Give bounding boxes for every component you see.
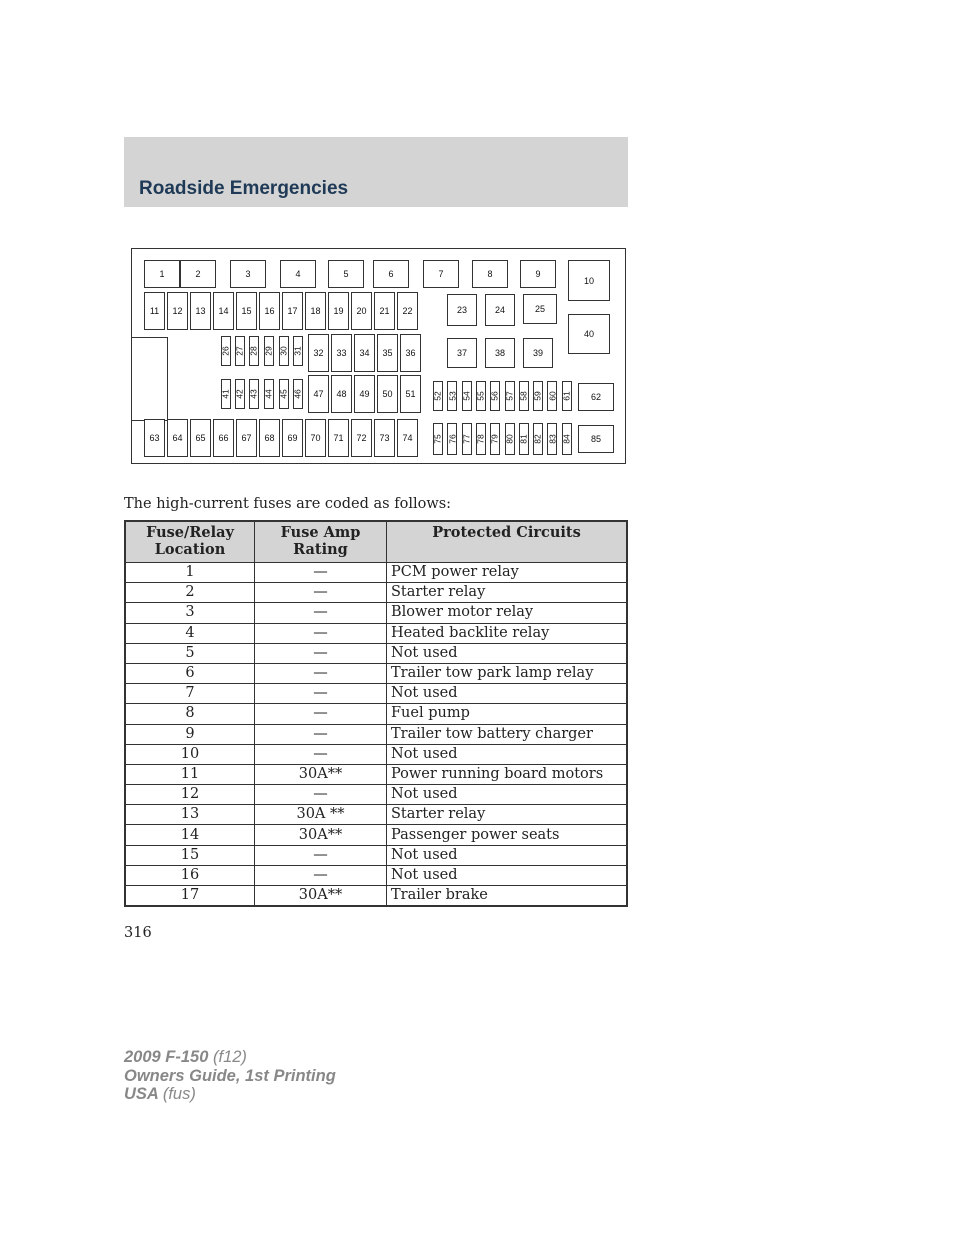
fuse-label: 10 xyxy=(583,275,594,286)
fuse-label: 1 xyxy=(159,269,165,279)
fuse-slot-35 xyxy=(377,334,398,372)
column-header-circuits: Protected Circuits xyxy=(387,521,628,563)
fuse-slot-41 xyxy=(221,379,231,409)
fuse-label: 51 xyxy=(405,389,416,399)
fuse-label: 23 xyxy=(456,305,467,315)
fuse-label: 17 xyxy=(287,306,298,316)
fuse-slot-9 xyxy=(520,260,556,288)
cell-rating: 30A** xyxy=(255,825,387,845)
table-header-row xyxy=(125,521,627,563)
cell-circuit: Starter relay xyxy=(387,583,628,603)
fuse-slot-10 xyxy=(568,260,610,301)
table-row xyxy=(125,724,627,744)
fuse-label: 7 xyxy=(438,269,444,279)
fuse-label: 69 xyxy=(287,433,298,443)
cell-circuit: Blower motor relay xyxy=(387,603,628,623)
fuse-label: 57 xyxy=(504,391,515,401)
fuse-label: 2 xyxy=(195,269,201,279)
fuse-label: 66 xyxy=(218,433,229,443)
fuse-slot-36 xyxy=(400,334,421,372)
fuse-slot-57 xyxy=(505,381,515,411)
fuse-slot-7 xyxy=(423,260,459,288)
cell-location: 6 xyxy=(125,663,255,683)
cell-rating: — xyxy=(255,684,387,704)
fuse-slot-75 xyxy=(433,423,443,455)
fuse-label: 47 xyxy=(313,389,324,399)
cell-rating: — xyxy=(255,785,387,805)
fuse-slot-77 xyxy=(462,423,472,455)
fuse-label: 15 xyxy=(241,306,252,316)
cell-circuit: Not used xyxy=(387,643,628,663)
fuse-label: 34 xyxy=(359,348,370,358)
fuse-slot-22 xyxy=(397,292,418,330)
fuse-label: 73 xyxy=(379,433,390,443)
fuse-slot-84 xyxy=(562,423,572,455)
fuse-slot-70 xyxy=(305,419,326,457)
fuse-slot-2 xyxy=(180,260,216,288)
intro-text: The high-current fuses are coded as follows: xyxy=(124,496,452,512)
footer-market: USA xyxy=(124,1085,159,1103)
fuse-slot-38 xyxy=(485,338,515,368)
column-header-location: Fuse/Relay Location xyxy=(125,521,255,563)
fuse-label: 76 xyxy=(447,434,458,444)
fuse-slot-31 xyxy=(293,336,303,366)
fuse-layer xyxy=(132,249,625,463)
fuse-slot-32 xyxy=(308,334,329,372)
table-row xyxy=(125,805,627,825)
fuse-slot-62 xyxy=(578,383,614,411)
fuse-label: 22 xyxy=(402,306,413,316)
table-row xyxy=(125,825,627,845)
fuse-slot-18 xyxy=(305,292,326,330)
fuse-label: 8 xyxy=(487,269,493,279)
section-title: Roadside Emergencies xyxy=(139,178,349,199)
fuse-slot-16 xyxy=(259,292,280,330)
fuse-panel-diagram xyxy=(131,248,626,464)
table-body xyxy=(125,563,627,906)
cell-rating: — xyxy=(255,845,387,865)
fuse-slot-79 xyxy=(490,423,500,455)
cell-location: 16 xyxy=(125,865,255,885)
cell-location: 2 xyxy=(125,583,255,603)
fuse-slot-20 xyxy=(351,292,372,330)
cell-location: 12 xyxy=(125,785,255,805)
fuse-slot-5 xyxy=(328,260,364,288)
cell-circuit: Trailer tow battery charger xyxy=(387,724,628,744)
fuse-label: 59 xyxy=(533,391,544,401)
fuse-label: 58 xyxy=(518,391,529,401)
fuse-label: 62 xyxy=(590,392,601,402)
fuse-label: 20 xyxy=(356,306,367,316)
fuse-label: 41 xyxy=(221,389,231,399)
fuse-slot-3 xyxy=(230,260,266,288)
fuse-slot-78 xyxy=(476,423,486,455)
fuse-slot-21 xyxy=(374,292,395,330)
fuse-slot-34 xyxy=(354,334,375,372)
table-row xyxy=(125,623,627,643)
fuse-label: 60 xyxy=(547,391,558,401)
cell-rating: — xyxy=(255,603,387,623)
fuse-label: 79 xyxy=(490,434,501,444)
fuse-slot-19 xyxy=(328,292,349,330)
cell-location: 1 xyxy=(125,563,255,583)
cell-rating: — xyxy=(255,865,387,885)
fuse-slot-28 xyxy=(249,336,259,366)
cell-rating: 30A** xyxy=(255,764,387,784)
fuse-label: 12 xyxy=(172,306,183,316)
footer-line-1 xyxy=(124,1048,336,1067)
cell-location: 11 xyxy=(125,764,255,784)
fuse-slot-67 xyxy=(236,419,257,457)
fuse-label: 36 xyxy=(405,348,416,358)
fuse-slot-40 xyxy=(568,314,610,354)
cell-rating: — xyxy=(255,724,387,744)
cell-location: 10 xyxy=(125,744,255,764)
fuse-label: 54 xyxy=(461,391,472,401)
fuse-slot-27 xyxy=(235,336,245,366)
cell-location: 5 xyxy=(125,643,255,663)
fuse-label: 11 xyxy=(149,306,160,316)
fuse-label: 44 xyxy=(264,389,274,399)
fuse-label: 28 xyxy=(249,346,259,356)
fuse-label: 80 xyxy=(504,434,515,444)
fuse-slot-43 xyxy=(249,379,259,409)
fuse-label: 24 xyxy=(494,305,505,315)
fuse-slot-76 xyxy=(447,423,457,455)
fuse-table xyxy=(124,520,628,907)
cell-location: 15 xyxy=(125,845,255,865)
cell-location: 7 xyxy=(125,684,255,704)
fuse-slot-15 xyxy=(236,292,257,330)
fuse-label: 67 xyxy=(241,433,252,443)
fuse-slot-29 xyxy=(264,336,274,366)
fuse-slot-49 xyxy=(354,375,375,413)
fuse-slot-59 xyxy=(533,381,543,411)
fuse-label: 42 xyxy=(235,389,245,399)
fuse-label: 31 xyxy=(293,346,303,356)
page-number: 316 xyxy=(124,925,152,941)
column-header-rating: Fuse Amp Rating xyxy=(255,521,387,563)
fuse-slot-50 xyxy=(377,375,398,413)
fuse-label: 72 xyxy=(356,433,367,443)
cell-circuit: Trailer tow park lamp relay xyxy=(387,663,628,683)
cell-circuit: Not used xyxy=(387,865,628,885)
cell-location: 9 xyxy=(125,724,255,744)
fuse-label: 45 xyxy=(279,389,289,399)
fuse-slot-68 xyxy=(259,419,280,457)
fuse-label: 63 xyxy=(149,433,160,443)
footer-market-code: (fus) xyxy=(162,1085,196,1103)
cell-rating: 30A ** xyxy=(255,805,387,825)
cell-circuit: Not used xyxy=(387,845,628,865)
fuse-slot-65 xyxy=(190,419,211,457)
fuse-label: 33 xyxy=(336,348,347,358)
table-row xyxy=(125,563,627,583)
fuse-slot-25 xyxy=(523,294,557,324)
fuse-label: 49 xyxy=(359,389,370,399)
fuse-label: 64 xyxy=(172,433,183,443)
cell-rating: — xyxy=(255,744,387,764)
fuse-slot-39 xyxy=(523,338,553,368)
fuse-slot-12 xyxy=(167,292,188,330)
footer-line-3 xyxy=(124,1085,336,1104)
table-row xyxy=(125,603,627,623)
cell-circuit: Not used xyxy=(387,785,628,805)
cell-circuit: Passenger power seats xyxy=(387,825,628,845)
cell-location: 4 xyxy=(125,623,255,643)
cell-circuit: Not used xyxy=(387,744,628,764)
fuse-label: 77 xyxy=(461,434,472,444)
fuse-slot-47 xyxy=(308,375,329,413)
cell-location: 14 xyxy=(125,825,255,845)
fuse-label: 6 xyxy=(388,269,394,279)
table-row xyxy=(125,764,627,784)
fuse-slot-56 xyxy=(490,381,500,411)
table-row xyxy=(125,704,627,724)
fuse-label: 32 xyxy=(313,348,324,358)
table-row xyxy=(125,785,627,805)
fuse-slot-73 xyxy=(374,419,395,457)
cell-rating: — xyxy=(255,563,387,583)
table-row xyxy=(125,643,627,663)
fuse-label: 82 xyxy=(533,434,544,444)
fuse-label: 3 xyxy=(245,269,251,279)
fuse-label: 13 xyxy=(195,306,206,316)
fuse-label: 9 xyxy=(535,269,541,279)
fuse-slot-69 xyxy=(282,419,303,457)
fuse-slot-71 xyxy=(328,419,349,457)
fuse-label: 27 xyxy=(235,346,245,356)
fuse-slot-45 xyxy=(279,379,289,409)
fuse-label: 50 xyxy=(382,389,393,399)
fuse-label: 30 xyxy=(279,346,289,356)
fuse-slot-54 xyxy=(462,381,472,411)
cell-rating: — xyxy=(255,704,387,724)
table-row xyxy=(125,583,627,603)
fuse-slot-17 xyxy=(282,292,303,330)
footer-line-2: Owners Guide, 1st Printing xyxy=(124,1066,336,1085)
footer-model-code: (f12) xyxy=(213,1048,247,1066)
footer-model: 2009 F-150 xyxy=(124,1048,209,1066)
fuse-slot-8 xyxy=(472,260,508,288)
cell-rating: — xyxy=(255,663,387,683)
cell-rating: 30A** xyxy=(255,886,387,906)
fuse-slot-46 xyxy=(293,379,303,409)
fuse-slot-53 xyxy=(447,381,457,411)
fuse-label: 65 xyxy=(195,433,206,443)
cell-rating: — xyxy=(255,643,387,663)
fuse-label: 43 xyxy=(249,389,259,399)
fuse-slot-64 xyxy=(167,419,188,457)
fuse-label: 74 xyxy=(402,433,413,443)
fuse-slot-80 xyxy=(505,423,515,455)
fuse-slot-1 xyxy=(144,260,180,288)
fuse-label: 85 xyxy=(590,434,601,444)
fuse-slot-6 xyxy=(373,260,409,288)
fuse-slot-52 xyxy=(433,381,443,411)
fuse-label: 38 xyxy=(494,348,505,358)
fuse-slot-51 xyxy=(400,375,421,413)
fuse-label: 19 xyxy=(333,306,344,316)
fuse-label: 39 xyxy=(532,348,543,358)
fuse-slot-83 xyxy=(547,423,557,455)
fuse-label: 55 xyxy=(475,391,486,401)
fuse-label: 40 xyxy=(583,329,594,339)
table-row xyxy=(125,865,627,885)
fuse-label: 78 xyxy=(475,434,486,444)
fuse-slot-72 xyxy=(351,419,372,457)
fuse-slot-74 xyxy=(397,419,418,457)
table-row xyxy=(125,744,627,764)
table-row xyxy=(125,886,627,906)
fuse-slot-55 xyxy=(476,381,486,411)
cell-location: 17 xyxy=(125,886,255,906)
fuse-label: 16 xyxy=(264,306,275,316)
cell-circuit: Trailer brake xyxy=(387,886,628,906)
cell-circuit: Not used xyxy=(387,684,628,704)
fuse-label: 53 xyxy=(447,391,458,401)
fuse-slot-14 xyxy=(213,292,234,330)
fuse-slot-4 xyxy=(280,260,316,288)
fuse-slot-66 xyxy=(213,419,234,457)
cell-circuit: Starter relay xyxy=(387,805,628,825)
fuse-label: 18 xyxy=(310,306,321,316)
cell-location: 8 xyxy=(125,704,255,724)
fuse-label: 48 xyxy=(336,389,347,399)
fuse-label: 35 xyxy=(382,348,393,358)
fuse-label: 70 xyxy=(310,433,321,443)
cell-rating: — xyxy=(255,583,387,603)
fuse-label: 52 xyxy=(433,391,443,401)
fuse-label: 21 xyxy=(379,306,390,316)
fuse-label: 46 xyxy=(293,389,303,399)
fuse-label: 29 xyxy=(264,346,274,356)
fuse-label: 83 xyxy=(547,434,558,444)
fuse-label: 37 xyxy=(456,348,467,358)
fuse-label: 56 xyxy=(490,391,501,401)
cell-location: 3 xyxy=(125,603,255,623)
cell-circuit: PCM power relay xyxy=(387,563,628,583)
fuse-slot-48 xyxy=(331,375,352,413)
fuse-label: 14 xyxy=(218,306,229,316)
fuse-slot-61 xyxy=(562,381,572,411)
fuse-label: 84 xyxy=(561,434,572,444)
footer xyxy=(124,1048,336,1104)
fuse-slot-81 xyxy=(519,423,529,455)
fuse-slot-13 xyxy=(190,292,211,330)
table-row xyxy=(125,845,627,865)
fuse-slot-24 xyxy=(485,294,515,326)
fuse-label: 68 xyxy=(264,433,275,443)
cell-circuit: Fuel pump xyxy=(387,704,628,724)
fuse-slot-30 xyxy=(279,336,289,366)
fuse-slot-23 xyxy=(447,294,477,326)
fuse-slot-85 xyxy=(578,425,614,453)
fuse-label: 26 xyxy=(221,346,231,356)
fuse-slot-82 xyxy=(533,423,543,455)
fuse-slot-63 xyxy=(144,419,165,457)
fuse-label: 75 xyxy=(433,434,443,444)
table-row xyxy=(125,684,627,704)
cell-location: 13 xyxy=(125,805,255,825)
cell-circuit: Power running board motors xyxy=(387,764,628,784)
fuse-slot-37 xyxy=(447,338,477,368)
fuse-slot-44 xyxy=(264,379,274,409)
fuse-slot-11 xyxy=(144,292,165,330)
fuse-slot-60 xyxy=(547,381,557,411)
fuse-slot-26 xyxy=(221,336,231,366)
table-row xyxy=(125,663,627,683)
fuse-slot-42 xyxy=(235,379,245,409)
fuse-slot-58 xyxy=(519,381,529,411)
cell-circuit: Heated backlite relay xyxy=(387,623,628,643)
fuse-slot-33 xyxy=(331,334,352,372)
fuse-label: 4 xyxy=(295,269,301,279)
fuse-label: 81 xyxy=(518,434,529,444)
fuse-label: 61 xyxy=(561,391,572,401)
cell-rating: — xyxy=(255,623,387,643)
fuse-label: 5 xyxy=(343,269,349,279)
fuse-label: 71 xyxy=(333,433,344,443)
fuse-label: 25 xyxy=(534,304,545,314)
